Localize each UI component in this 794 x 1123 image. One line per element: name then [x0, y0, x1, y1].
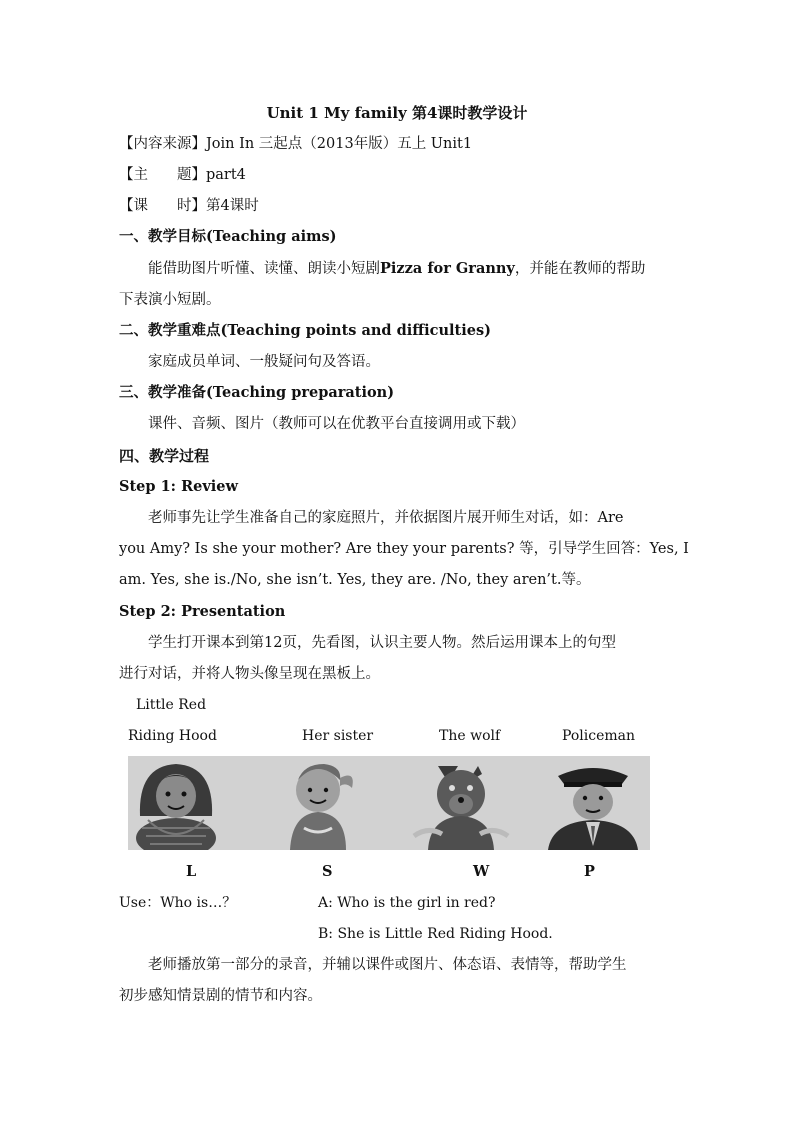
- aims-text-after: ，并能在教师的帮助: [514, 261, 646, 277]
- prep-heading: 三、教学准备(Teaching preparation): [119, 384, 395, 401]
- step1-line1: 老师事先让学生准备自己的家庭照片，并依据图片展开师生对话，如：Are: [148, 510, 624, 526]
- meta-period: 【课 时】第4课时: [119, 198, 259, 214]
- character-letter-p: P: [584, 863, 595, 880]
- aims-text-line2: 下表演小短剧。: [119, 292, 221, 308]
- document-title: Unit 1 My family 第4课时教学设计: [266, 104, 528, 122]
- character-label-l-line1: Little Red: [136, 697, 207, 713]
- step2-line2: 进行对话，并将人物头像呈现在黑板上。: [119, 666, 380, 682]
- key-text: 家庭成员单词、一般疑问句及答语。: [148, 354, 380, 370]
- meta-source: 【内容来源】Join In 三起点（2013年版）五上 Unit1: [119, 136, 473, 152]
- closing-line1: 老师播放第一部分的录音，并辅以课件或图片、体态语、表情等，帮助学生: [148, 957, 627, 973]
- step1-line3: am. Yes, she is./No, she isn’t. Yes, they are. /No, they aren’t.等。: [119, 572, 591, 588]
- character-letter-l: L: [186, 863, 197, 880]
- meta-topic: 【主 题】part4: [119, 167, 246, 183]
- characters-picture: [128, 756, 650, 850]
- process-heading: 四、教学过程: [119, 447, 210, 465]
- step2-line1: 学生打开课本到第12页，先看图，认识主要人物。然后运用课本上的句型: [148, 635, 616, 651]
- character-letter-w: W: [473, 863, 490, 880]
- character-label-l-line2: Riding Hood: [128, 728, 217, 744]
- step2-heading: Step 2: Presentation: [119, 603, 286, 620]
- dialog-line-b: B: She is Little Red Riding Hood.: [318, 926, 553, 942]
- aims-text-before: 能借助图片听懂、读懂、朗读小短剧: [148, 261, 380, 277]
- prep-text: 课件、音频、图片（教师可以在优教平台直接调用或下载）: [148, 416, 525, 432]
- step1-line2: you Amy? Is she your mother? Are they your parents? 等，引导学生回答：Yes, I: [119, 541, 689, 557]
- closing-line2: 初步感知情景剧的情节和内容。: [119, 988, 322, 1004]
- aims-text: [148, 259, 708, 279]
- character-label-w: The wolf: [439, 728, 501, 744]
- character-label-p: Policeman: [562, 728, 636, 744]
- character-letter-s: S: [322, 863, 333, 880]
- characters-illustration: [128, 756, 650, 850]
- aims-text-bold: Pizza for Granny: [380, 260, 515, 277]
- aims-heading: 一、教学目标(Teaching aims): [119, 228, 337, 245]
- character-label-s: Her sister: [302, 728, 374, 744]
- key-heading: 二、教学重难点(Teaching points and difficulties): [119, 322, 492, 339]
- step1-heading: Step 1: Review: [119, 478, 238, 495]
- usage-label: Use：Who is…？: [119, 895, 237, 911]
- dialog-line-a: A: Who is the girl in red?: [318, 895, 496, 911]
